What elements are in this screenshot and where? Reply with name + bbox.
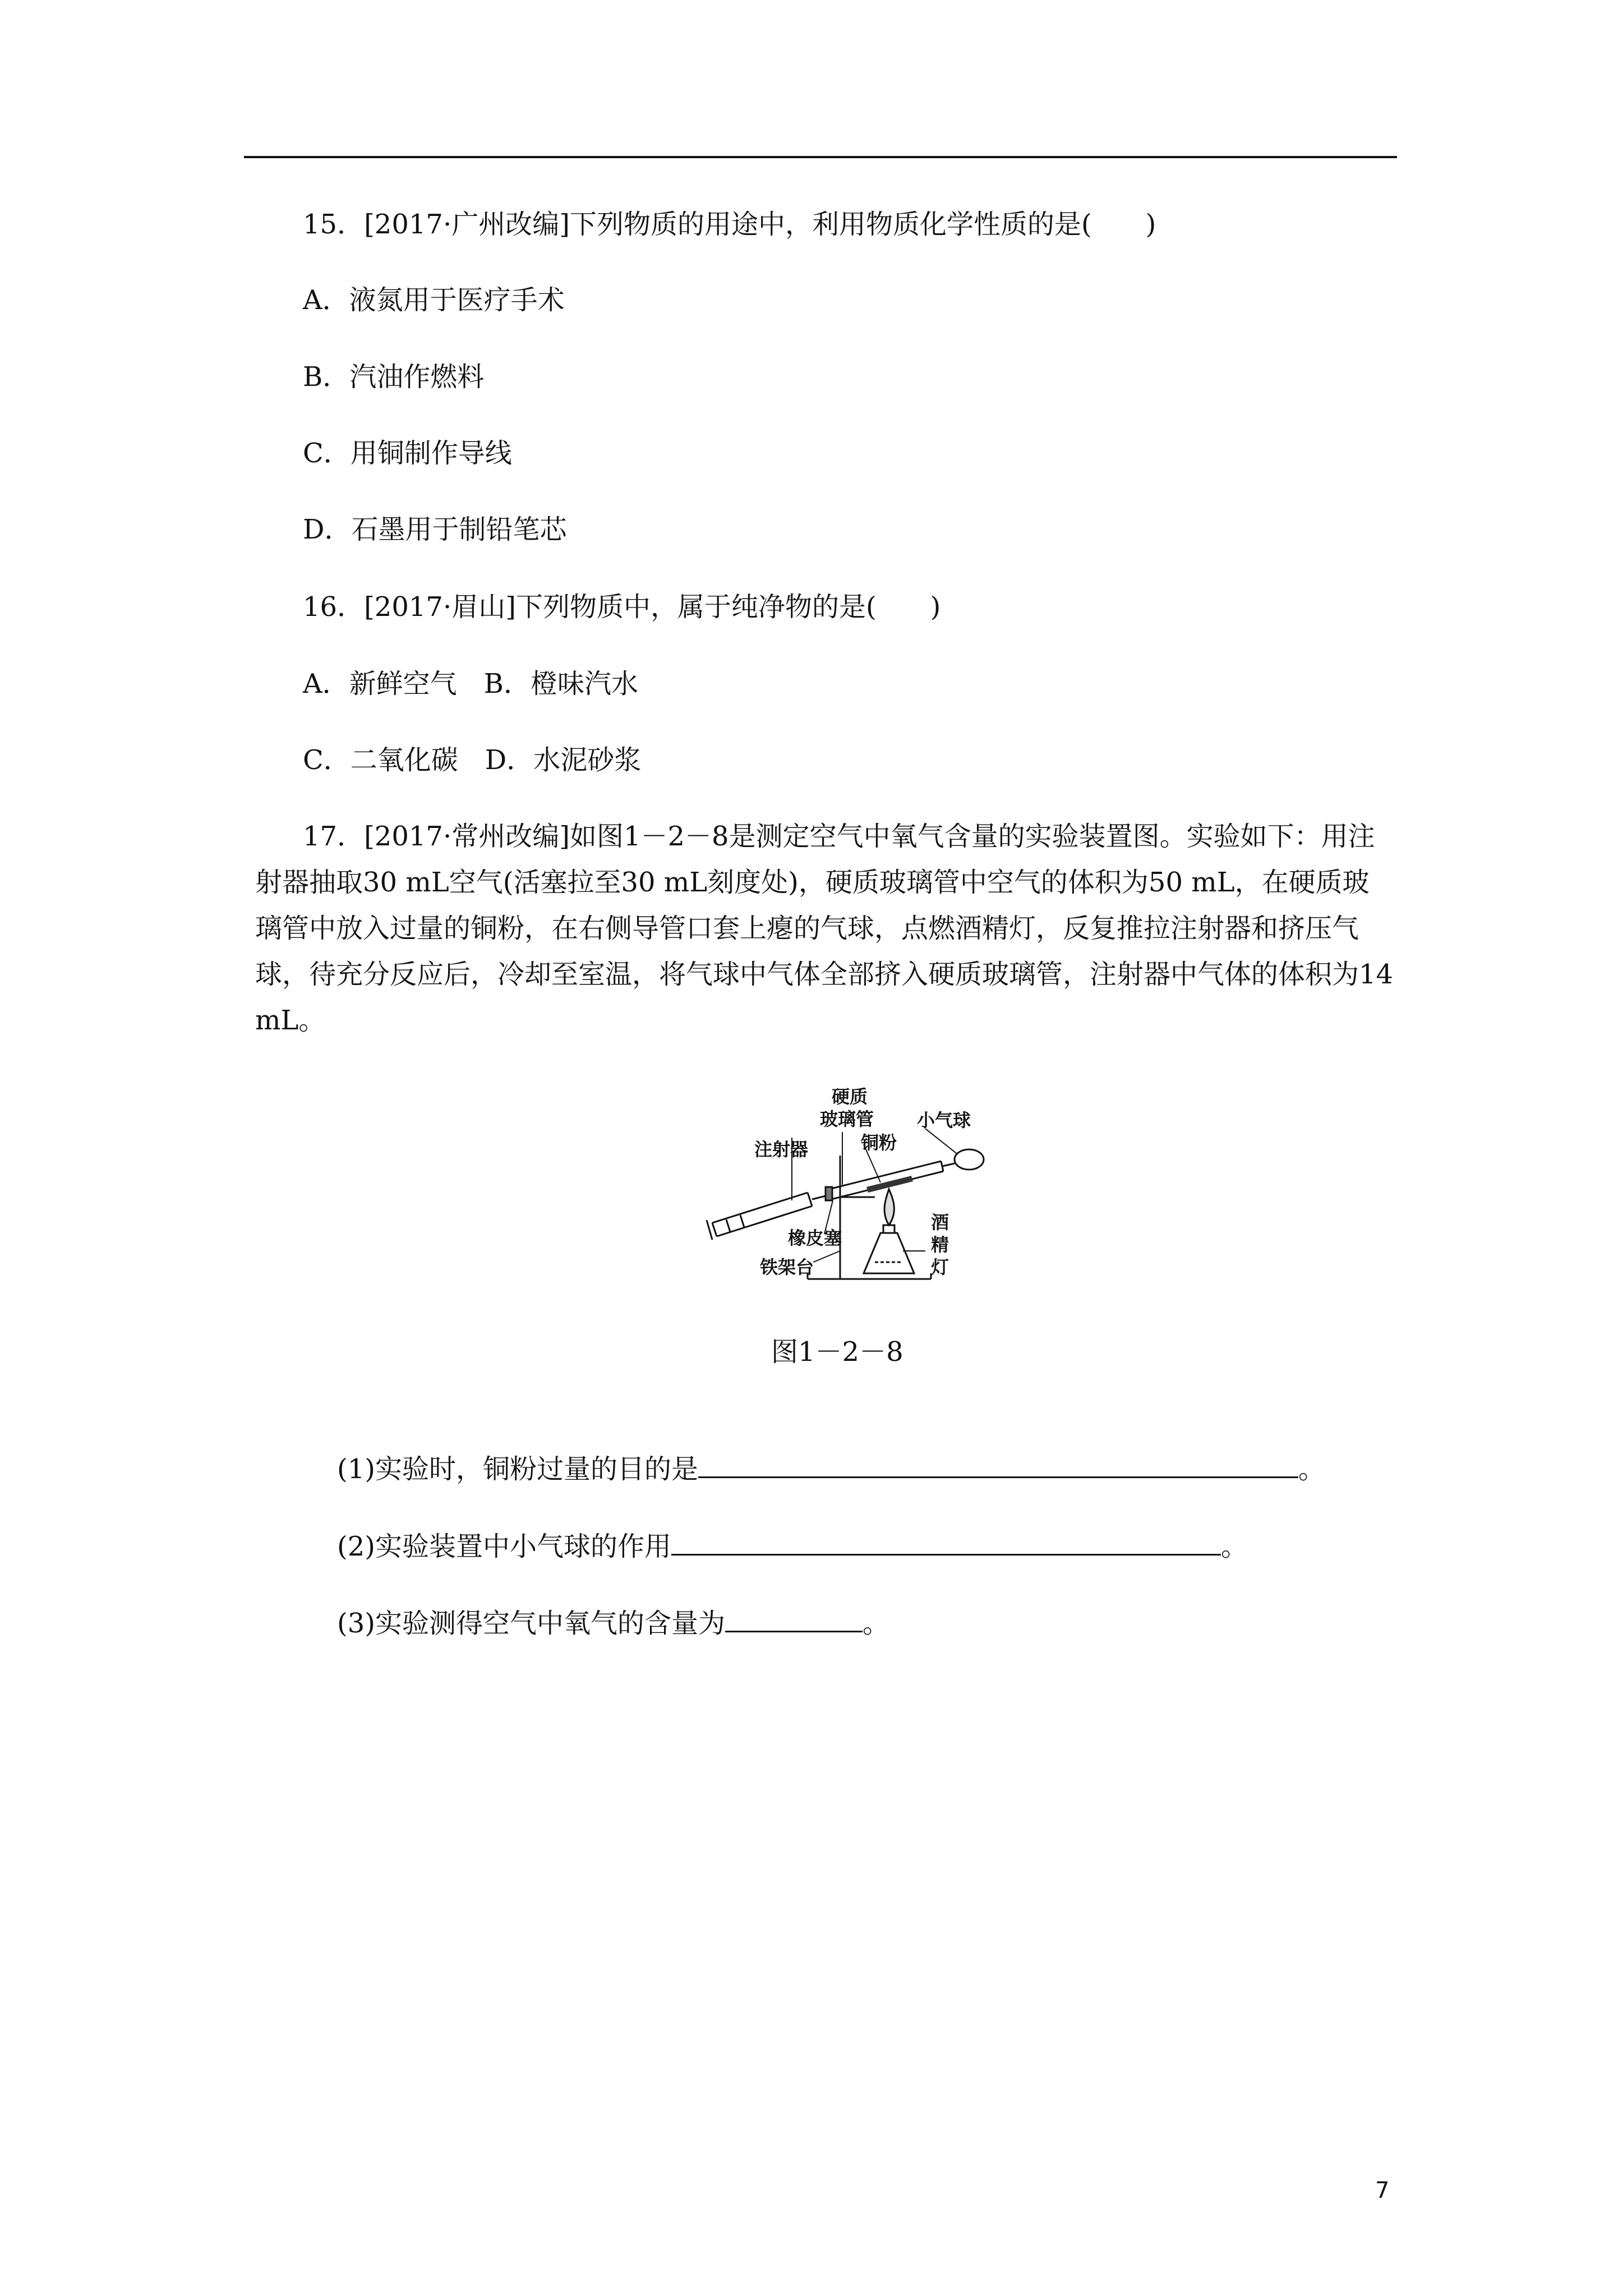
page-number: 7 [1375, 2178, 1390, 2203]
q15-option-b: B．汽油作燃料 [303, 361, 485, 393]
label-stand: 铁架台 [760, 1257, 814, 1278]
q17-sub2-answer-blank[interactable] [671, 1527, 1221, 1556]
apparatus-diagram [695, 1083, 998, 1290]
label-lamp-1: 酒 [931, 1212, 949, 1233]
q17-sub2-text: (2)实验装置中小气球的作用 [337, 1531, 672, 1562]
label-copper: 铜粉 [861, 1132, 897, 1153]
q17-sub1-end: 。 [1298, 1453, 1326, 1485]
apparatus-figure [695, 1083, 998, 1290]
label-hard-tube-line2: 玻璃管 [820, 1108, 874, 1130]
label-stopper: 橡皮塞 [788, 1227, 842, 1249]
label-balloon: 小气球 [917, 1110, 971, 1131]
q16-options-cd: C．二氧化碳 D．水泥砂浆 [303, 744, 642, 776]
q16-stem: 16．[2017·眉山]下列物质中，属于纯净物的是( ) [303, 591, 941, 623]
label-syringe: 注射器 [754, 1139, 809, 1160]
q17-sub3-answer-blank[interactable] [725, 1604, 863, 1632]
balloon-drawing [942, 1149, 984, 1170]
label-lamp-2: 精 [931, 1234, 949, 1255]
q15-option-a: A．液氮用于医疗手术 [303, 284, 565, 316]
q16-options-ab: A．新鲜空气 B．橙味汽水 [303, 668, 638, 700]
alcohol-lamp-drawing [864, 1189, 914, 1273]
q17-stem: 17．[2017·常州改编]如图1－2－8是测定空气中氧气含量的实验装置图。实验如下：用注射器抽取30 mL空气(活塞拉至30 mL刻度处)，硬质玻璃管中空气的体积为50 mL，在硬质玻璃管中放入过量的铜粉，在右侧导管口套上瘪的气球，点燃酒精灯，反复推拉注射器和挤压气球，待充分反应后，冷却至室温，将气球中气体全部挤入硬质玻璃管，注射器中气体的体积为14 mL。 [255, 821, 1394, 1036]
q15-option-d: D．石墨用于制铅笔芯 [303, 514, 567, 545]
header-rule [244, 156, 1397, 158]
q17-sub1-answer-blank[interactable] [698, 1450, 1298, 1478]
q17-sub3 [303, 1568, 889, 1677]
label-lamp-3: 灯 [931, 1257, 949, 1278]
q17-sub3-text: (3)实验测得空气中氧气的含量为 [337, 1608, 726, 1639]
glass-tube-drawing [826, 1161, 943, 1200]
q15-stem: 15．[2017·广州改编]下列物质的用途中，利用物质化学性质的是( ) [303, 209, 1156, 240]
q17-sub2-end: 。 [1221, 1531, 1248, 1562]
q17-sub1-text: (1)实验时，铜粉过量的目的是 [337, 1453, 699, 1485]
figure-caption: 图1－2－8 [771, 1336, 903, 1368]
label-hard-tube-line1: 硬质 [832, 1086, 868, 1107]
q17-sub3-end: 。 [863, 1608, 890, 1639]
q15-option-c: C．用铜制作导线 [303, 438, 512, 469]
